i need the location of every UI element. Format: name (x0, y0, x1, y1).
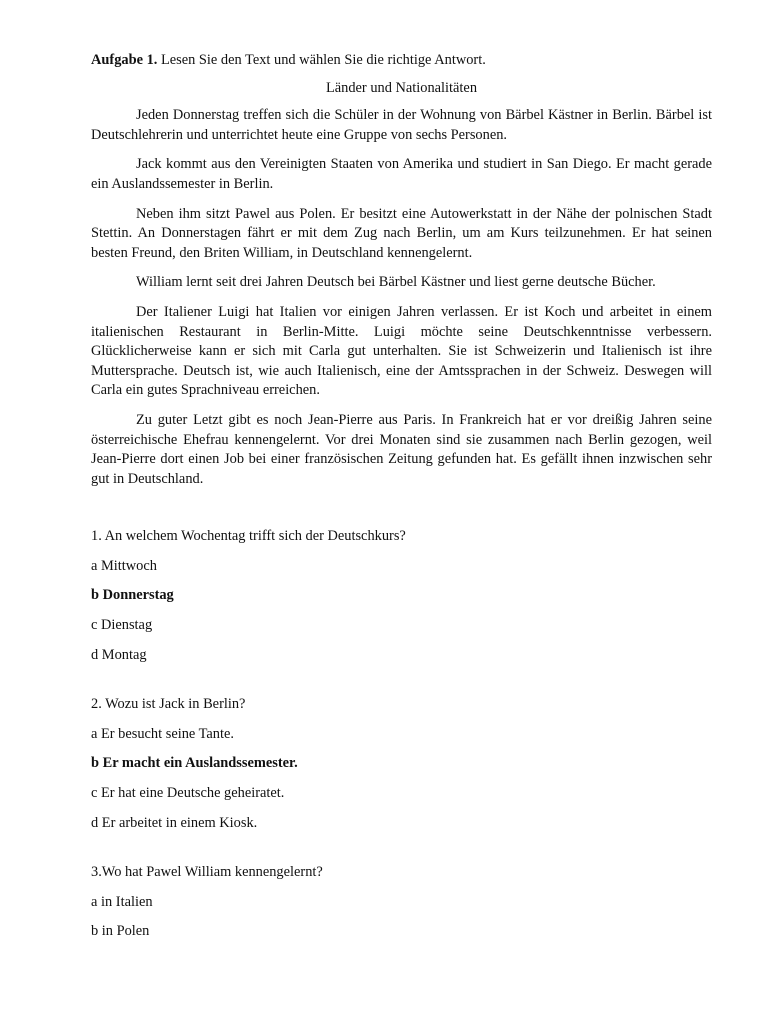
task-instruction-line (91, 51, 712, 71)
answer-option: a Mittwoch (91, 557, 157, 574)
question-block-2 (91, 695, 712, 833)
question-text: 2. Wozu ist Jack in Berlin? (91, 696, 246, 713)
text-paragraph: Jack kommt aus den Vereinigten Staaten von Amerika und studiert in San Diego. Er macht gerade ein Auslandssemester in Berlin. (91, 156, 712, 192)
text-paragraph: Jeden Donnerstag treffen sich die Schüler in der Wohnung von Bärbel Kästner in Berlin. Bärbel ist Deutschlehrerin und unterrichtet heute eine Gruppe von sechs Personen. (91, 107, 712, 143)
answer-option-correct: b Er macht ein Auslandssemester. (91, 755, 298, 772)
task-label: Aufgabe 1. (91, 52, 158, 68)
question-block-3 (91, 863, 712, 942)
question-block-1 (91, 527, 712, 665)
document-title: Länder und Nationalitäten (325, 79, 478, 96)
answer-option: a Er besucht seine Tante. (91, 725, 234, 742)
answer-option-correct: b Donnerstag (91, 587, 174, 604)
answer-option: d Er arbeitet in einem Kiosk. (91, 814, 258, 831)
text-paragraph: William lernt seit drei Jahren Deutsch bei Bärbel Kästner und liest gerne deutsche Bücher. (136, 274, 656, 291)
text-paragraph: Zu guter Letzt gibt es noch Jean-Pierre aus Paris. In Frankreich hat er vor dreißig Jahren seine österreichische Ehefrau kennengelernt. Vor drei Monaten sind sie zusammen nach Berlin gezogen, weil Jean-Pierre dort einen Job bei einer französischen Zeitung gefunden hat. Es gefällt ihnen inzwischen sehr gut in Deutschland. (91, 411, 712, 487)
text-paragraph: Neben ihm sitzt Pawel aus Polen. Er besitzt eine Autowerkstatt in der Nähe der polnischen Stadt Stettin. An Donnerstagen fährt er mit dem Zug nach Berlin, um am Kurs teilzunehmen. Er hat seinen besten Freund, den Briten William, in Deutschland kennengelernt. (91, 205, 712, 261)
answer-option: d Montag (91, 646, 147, 663)
text-paragraph: Der Italiener Luigi hat Italien vor einigen Jahren verlassen. Er ist Koch und arbeitet in einem italienischen Restaurant in Berlin-Mitte. Luigi möchte seine Deutschkenntnisse verbessern. Glücklicherweise kann er sich mit Carla gut unterhalten. Sie ist Schweizerin und Italienisch ist ihre Muttersprache. Deutsch ist, wie auch Italienisch, eine der Amtssprachen in der Schweiz. Deswegen will Carla ein gutes Sprachniveau erreichen. (91, 303, 712, 399)
answer-option: c Er hat eine Deutsche geheiratet. (91, 785, 285, 802)
question-text: 3.Wo hat Pawel William kennengelernt? (91, 864, 323, 881)
answer-option: c Dienstag (91, 617, 153, 634)
task-instruction: Lesen Sie den Text und wählen Sie die richtige Antwort. (157, 52, 486, 68)
answer-option: a in Italien (91, 893, 153, 910)
question-text: 1. An welchem Wochentag trifft sich der Deutschkurs? (91, 528, 406, 545)
answer-option: b in Polen (91, 923, 150, 940)
